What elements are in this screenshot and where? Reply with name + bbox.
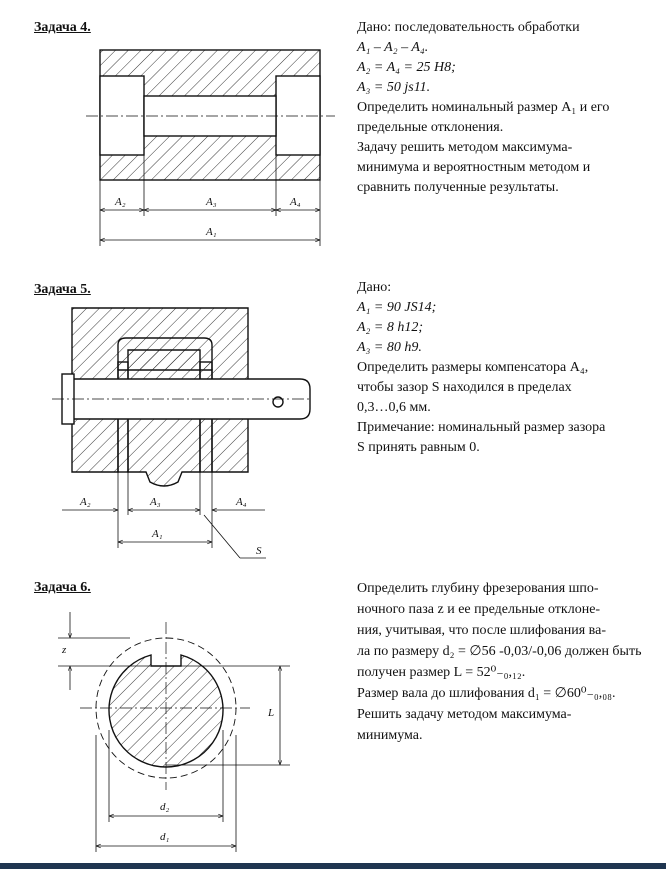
task4-dim-a3: A₃ bbox=[206, 196, 217, 208]
task4-dim-a1: A₁ bbox=[206, 226, 217, 238]
task5-dim-a4: A₄ bbox=[236, 496, 247, 508]
task4-dim-a4: A₄ bbox=[290, 196, 301, 208]
task6-drawing bbox=[58, 612, 290, 852]
task6-line-3: ла по размеру d₂ = ∅56 -0,03/-0,06 должен быть bbox=[357, 644, 642, 659]
task5-drawing bbox=[52, 308, 312, 558]
task6-line-4: получен размер L = 52⁰₋₀,₁₂. bbox=[357, 665, 526, 680]
task6-line-7: минимума. bbox=[357, 728, 423, 743]
task5-line-3: A₃ = 80 h9. bbox=[357, 340, 422, 355]
task6-dim-z: z bbox=[62, 644, 67, 656]
task5-line-2: A₂ = 8 h12; bbox=[357, 320, 424, 335]
task6-dim-l: L bbox=[268, 707, 275, 719]
task4-line-4: Определить номинальный размер A₁ и его bbox=[357, 100, 610, 115]
task6-line-0: Определить глубину фрезерования шпо- bbox=[357, 581, 599, 596]
task5-line-7: Примечание: номинальный размер зазора bbox=[357, 420, 606, 435]
task4-line-2: A₂ = A₄ = 25 H8; bbox=[357, 60, 456, 75]
task5-dim-a1: A₁ bbox=[152, 528, 163, 540]
task4-title: Задача 4. bbox=[34, 20, 91, 35]
task6-dim-d1: d₁ bbox=[160, 831, 170, 843]
task4-line-5: предельные отклонения. bbox=[357, 120, 504, 135]
task5-title: Задача 5. bbox=[34, 282, 91, 297]
bottom-bar bbox=[0, 863, 666, 869]
task6-line-5: Размер вала до шлифования d₁ = ∅60⁰₋₀,₀₈. bbox=[357, 686, 616, 701]
task4-line-0: Дано: последовательность обработки bbox=[357, 20, 580, 35]
task4-line-3: A₃ = 50 js11. bbox=[357, 80, 431, 95]
task5-line-0: Дано: bbox=[357, 280, 392, 295]
task5-line-5: чтобы зазор S находился в пределах bbox=[357, 380, 572, 395]
task4-line-1: A₁ – A₂ – A₄. bbox=[357, 40, 429, 55]
task5-line-1: A₁ = 90 JS14; bbox=[357, 300, 437, 315]
task5-dim-s: S bbox=[256, 545, 262, 557]
task6-line-1: ночного паза z и ее предельные отклоне- bbox=[357, 602, 601, 617]
task4-line-6: Задачу решить методом максимума- bbox=[357, 140, 573, 155]
task5-dim-a3: A₃ bbox=[150, 496, 161, 508]
task5-line-6: 0,3…0,6 мм. bbox=[357, 400, 431, 415]
task6-line-6: Решить задачу методом максимума- bbox=[357, 707, 572, 722]
task5-dim-a2: A₂ bbox=[80, 496, 91, 508]
task6-dim-d2: d₂ bbox=[160, 801, 170, 813]
task4-line-8: сравнить полученные результаты. bbox=[357, 180, 559, 195]
task5-line-8: S принять равным 0. bbox=[357, 440, 480, 455]
task4-drawing bbox=[86, 50, 335, 246]
task5-line-4: Определить размеры компенсатора A₄, bbox=[357, 360, 589, 375]
task4-text bbox=[357, 18, 609, 198]
task6-text bbox=[357, 578, 641, 746]
task5-text bbox=[357, 278, 605, 458]
task6-line-2: ния, учитывая, что после шлифования ва- bbox=[357, 623, 606, 638]
task6-title: Задача 6. bbox=[34, 580, 91, 595]
task4-dim-a2: A₂ bbox=[115, 196, 126, 208]
task4-line-7: минимума и вероятностным методом и bbox=[357, 160, 591, 175]
